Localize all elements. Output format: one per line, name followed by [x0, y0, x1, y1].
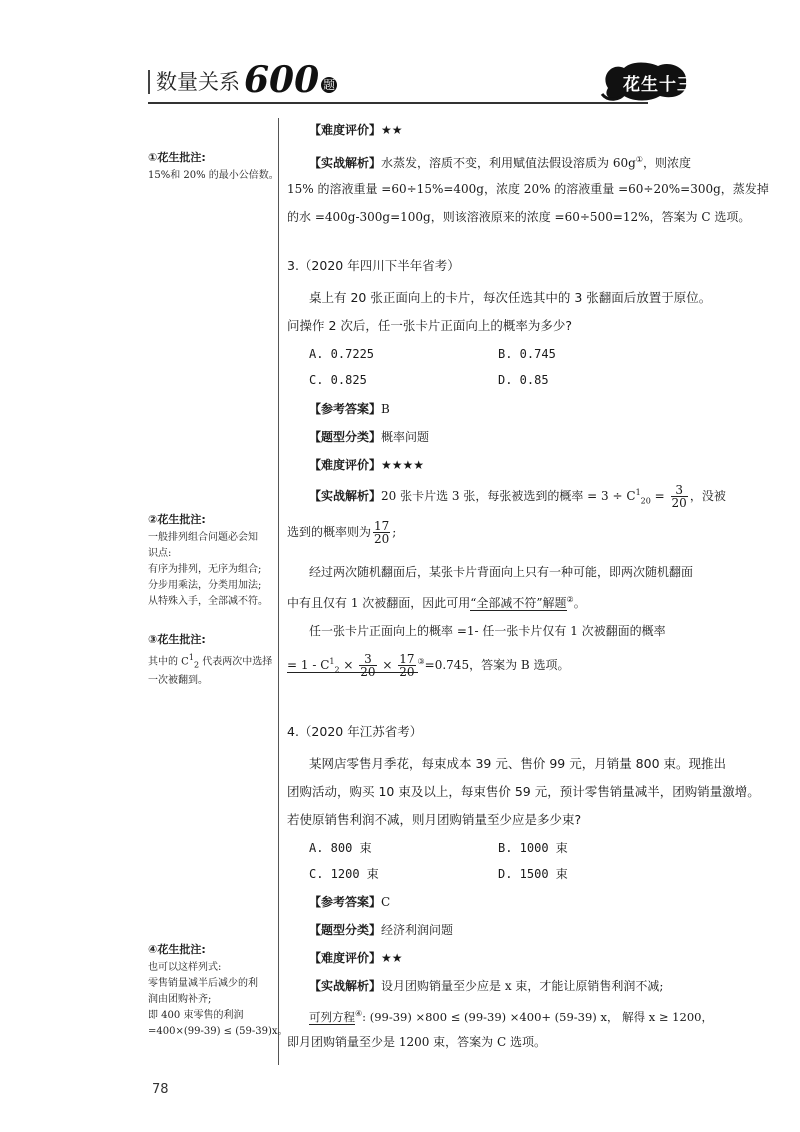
- q3-answer: [287, 399, 390, 419]
- q4-option-d: D. 1500 束: [498, 867, 568, 881]
- q4-analysis-line1: [287, 976, 663, 996]
- note-mark: ②: [566, 595, 574, 604]
- book-title: 数量关系: [148, 70, 240, 94]
- analysis-text: =0.745，答案为 B 选项。: [424, 658, 570, 672]
- q3-option-b: B. 0.745: [498, 347, 556, 361]
- note-line: 也可以这样列式:: [148, 962, 222, 973]
- q3-analysis-line6: [287, 652, 570, 680]
- book-suffix: 题: [323, 78, 336, 92]
- difficulty-label: 【难度评价】: [309, 458, 382, 472]
- note-mark: ③: [417, 657, 425, 666]
- note-title: ①花生批注:: [148, 151, 206, 164]
- analysis-text: ，没被: [689, 489, 726, 503]
- logo-text: 花生十三: [623, 75, 695, 95]
- q4-stem-line2: 团购活动，购买 10 束及以上，每束售价 59 元，预计零售销量减半，团购销量激增。: [287, 784, 760, 799]
- q4-option-c: C. 1200 束: [309, 867, 379, 881]
- note-line: 分步用乘法，分类用加法;: [148, 580, 262, 591]
- underlined-phrase: “全部减不符”解题: [470, 596, 567, 610]
- q4-type: [287, 920, 453, 940]
- analysis-text: 20 张卡片选 3 张，每张被选到的概率 = 3 ÷ C: [381, 489, 636, 503]
- difficulty-stars: ★★★★: [381, 458, 425, 472]
- q3-option-c: C. 0.825: [309, 373, 367, 387]
- analysis-text: ×: [339, 658, 358, 672]
- q4-stem-line3: 若使原销售利润不减，则月团购销量至少应是多少束?: [287, 812, 582, 827]
- q3-analysis-line1: [287, 483, 726, 511]
- denominator: 20: [399, 665, 415, 679]
- note-line: 从特殊入手，全部减不符。: [148, 596, 268, 607]
- note-line: 润由团购补齐;: [148, 994, 212, 1005]
- q2-analysis-line1: [287, 150, 691, 173]
- q4-answer: [287, 892, 390, 912]
- analysis-label: 【实战解析】: [309, 489, 382, 503]
- answer-value: C: [381, 895, 391, 909]
- analysis-text: ;: [392, 525, 397, 539]
- q3-stem-line2: 问操作 2 次后，任一张卡片正面向上的概率为多少?: [287, 318, 573, 333]
- numerator: 17: [399, 652, 415, 666]
- q3-analysis-line2: [287, 520, 396, 545]
- book-number: 600: [244, 59, 320, 101]
- type-label: 【题型分类】: [309, 430, 382, 444]
- numerator: 3: [671, 484, 688, 497]
- denominator: 20: [374, 532, 390, 546]
- underlined-phrase: 可列方程: [309, 1009, 355, 1024]
- q3-analysis-line5: 任一张卡片正面向上的概率 =1- 任一张卡片仅有 1 次被翻面的概率: [309, 624, 666, 638]
- denominator: 20: [671, 496, 687, 510]
- note-title: ③花生批注:: [148, 633, 206, 646]
- header-title: [148, 58, 337, 101]
- fraction: [398, 653, 415, 678]
- analysis-text: =: [650, 489, 669, 503]
- c-sub: 20: [640, 496, 651, 506]
- header-rule: [148, 102, 648, 104]
- underlined-formula: [287, 652, 418, 679]
- analysis-text: 水蒸发，溶质不变，利用赋值法假设溶质为 60g: [381, 156, 636, 170]
- q4-option-a: A. 800 束: [309, 841, 372, 855]
- difficulty-stars: ★★: [381, 951, 403, 965]
- type-value: 概率问题: [381, 430, 430, 444]
- analysis-label: 【实战解析】: [309, 979, 382, 993]
- analysis-text: 设月团购销量至少应是 x 束，才能让原销售利润不减;: [381, 979, 664, 993]
- q3-analysis-line4: [287, 590, 586, 613]
- side-note-3: [148, 632, 272, 689]
- note-line: =400×(99-39) ≤ (59-39)x。: [148, 1026, 288, 1037]
- denominator: 20: [360, 665, 376, 679]
- column-divider: [278, 118, 279, 1065]
- q3-stem-line1: 桌上有 20 张正面向上的卡片，每次任选其中的 3 张翻面后放置于原位。: [309, 290, 712, 305]
- analysis-text: 中有且仅有 1 次被翻面，因此可用: [287, 596, 471, 610]
- note-line: 15%和 20% 的最小公倍数。: [148, 170, 279, 181]
- note-line: 一次被翻到。: [148, 675, 208, 687]
- difficulty-label: 【难度评价】: [309, 123, 382, 137]
- answer-label: 【参考答案】: [309, 895, 382, 909]
- fraction: [373, 520, 390, 545]
- c-sub: 2: [334, 665, 340, 675]
- q4-analysis-line2: [287, 1004, 713, 1027]
- q4-analysis-line3: 即月团购销量至少是 1200 束，答案为 C 选项。: [287, 1035, 546, 1049]
- note-mark: ④: [355, 1009, 363, 1018]
- type-value: 经济利润问题: [381, 923, 454, 937]
- q4-option-b: B. 1000 束: [498, 841, 568, 855]
- note-text: 其中的 C: [148, 656, 189, 668]
- analysis-text: ，则浓度: [642, 156, 691, 170]
- side-note-2: [148, 512, 272, 610]
- difficulty-label: 【难度评价】: [309, 951, 382, 965]
- note-mark: ①: [635, 155, 643, 164]
- q4-stem-line1: 某网店零售月季花，每束成本 39 元、售价 99 元，月销量 800 束。现推出: [309, 756, 727, 771]
- side-note-4: [148, 942, 288, 1040]
- note-text-rest: 代表两次中选择: [199, 656, 273, 668]
- q3-type: [287, 427, 429, 447]
- fraction: [671, 484, 688, 509]
- note-c-sub: 2: [193, 660, 200, 670]
- answer-label: 【参考答案】: [309, 402, 382, 416]
- c-sup: 1: [329, 657, 335, 666]
- note-c-sup: 1: [188, 653, 194, 662]
- analysis-text: ×: [378, 658, 397, 672]
- note-line: 零售销量减半后减少的利: [148, 978, 258, 989]
- q2-analysis-line3: 的水 =400g-300g=100g，则该溶液原来的浓度 =60÷500=12%，答案为 C 选项。: [287, 210, 751, 224]
- page-number: 78: [152, 1082, 169, 1097]
- q3-analysis-line3: 经过两次随机翻面后，某张卡片背面向上只有一种可能，即两次随机翻面: [309, 565, 694, 579]
- analysis-text: = 1 - C: [287, 658, 330, 672]
- difficulty-stars: ★★: [381, 123, 403, 137]
- q3-option-d: D. 0.85: [498, 373, 549, 387]
- note-title: ②花生批注:: [148, 513, 206, 526]
- analysis-text: 。: [573, 596, 586, 610]
- analysis-label: 【实战解析】: [309, 156, 382, 170]
- q2-analysis-line2: 15% 的溶液重量 =60÷15%=400g，浓度 20% 的溶液重量 =60÷20%=300g，蒸发掉: [287, 182, 769, 196]
- q4-difficulty: [287, 948, 403, 968]
- numerator: 17: [374, 519, 390, 533]
- note-line: 即 400 束零售的利润: [148, 1010, 244, 1021]
- type-label: 【题型分类】: [309, 923, 382, 937]
- q3-option-a: A. 0.7225: [309, 347, 375, 361]
- analysis-text: : (99-39) ×800 ≤ (99-39) ×400+ (59-39) x， 解得 x ≥ 1200，: [362, 1009, 713, 1024]
- analysis-text: 选到的概率则为: [287, 525, 372, 539]
- q3-difficulty: [287, 455, 424, 475]
- numerator: 3: [359, 653, 376, 666]
- q4-heading: 4.（2020 年江苏省考）: [287, 724, 423, 739]
- c-sup: 1: [635, 488, 641, 497]
- q3-heading: 3.（2020 年四川下半年省考）: [287, 258, 460, 273]
- note-line: [148, 650, 272, 673]
- answer-value: B: [381, 402, 390, 416]
- note-line: 一般排列组合问题必会知: [148, 532, 258, 543]
- fraction: [359, 653, 376, 678]
- q2-difficulty: [287, 120, 403, 140]
- note-title: ④花生批注:: [148, 943, 206, 956]
- note-line: 识点:: [148, 548, 172, 559]
- note-line: 有序为排列，无序为组合;: [148, 564, 262, 575]
- side-note-1: [148, 150, 279, 184]
